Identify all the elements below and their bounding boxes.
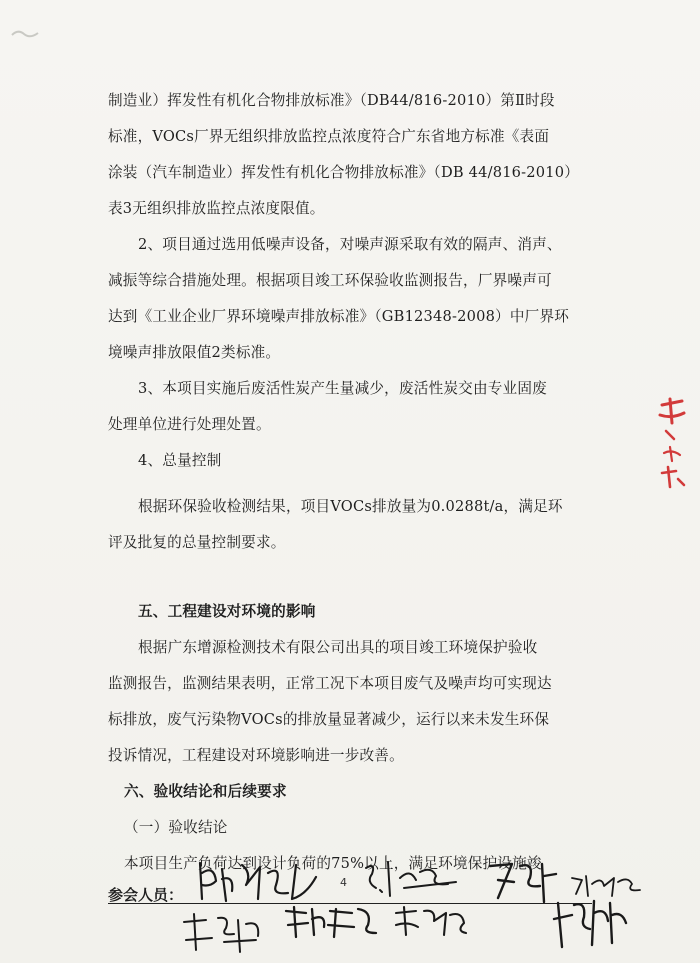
body-line-11: 根据环保验收检测结果，项目VOCs排放量为0.0288t/a，满足环 [138,498,563,515]
body-line-16: 投诉情况，工程建设对环境影响进一步改善。 [108,747,404,764]
signature-8 [550,893,630,951]
body-line-2: 标准，VOCs厂界无组织排放监控点浓度符合广东省地方标准《表面 [108,128,550,145]
page-number: 4 [340,876,347,889]
body-line-13: 根据广东增源检测技术有限公司出具的项目竣工环境保护验收 [138,639,538,656]
section-heading-5: 五、工程建设对环境的影响 [138,603,316,620]
signature-7 [390,903,470,941]
participants-label: 参会人员： [108,886,184,904]
body-line-17: 本项目生产负荷达到设计负荷的75%以上，满足环境保护设施竣 [124,855,542,872]
body-line-9: 3、本项目实施后废活性炭产生量减少，废活性炭交由专业固废 [138,380,547,397]
section-subheading-total-control: 4、总量控制 [138,452,222,469]
body-line-14: 监测报告，监测结果表明，正常工况下本项目废气及噪声均可实现达 [108,675,552,692]
body-line-15: 标排放，废气污染物VOCs的排放量显著减少，运行以来未发生环保 [108,711,550,728]
section-heading-6: 六、验收结论和后续要求 [124,783,287,800]
signature-2 [360,858,470,900]
signature-5 [176,910,270,956]
subsection-heading-conclusion: （一）验收结论 [124,819,228,836]
body-line-12: 评及批复的总量控制要求。 [108,534,286,551]
body-line-7: 达到《工业企业厂界环境噪声排放标准》（GB12348-2008）中厂界环 [108,308,570,325]
body-line-4: 表3无组织排放监控点浓度限值。 [108,200,325,217]
signature-6 [282,903,382,943]
body-line-10: 处理单位进行处理处置。 [108,416,271,433]
scan-smudge-mark [10,25,50,45]
signature-1 [192,855,342,905]
red-seal-fragment [652,395,692,505]
body-line-5: 2、项目通过选用低噪声设备，对噪声源采取有效的隔声、消声、 [138,236,562,253]
body-line-6: 减振等综合措施处理。根据项目竣工环保验收监测报告，厂界噪声可 [108,272,552,289]
body-line-8: 境噪声排放限值2类标准。 [108,344,281,361]
body-line-1: 制造业）挥发性有机化合物排放标准》（DB44/816-2010）第Ⅱ时段 [108,92,555,109]
body-line-3: 涂装（汽车制造业）挥发性有机化合物排放标准》（DB 44/816-2010） [108,164,580,181]
